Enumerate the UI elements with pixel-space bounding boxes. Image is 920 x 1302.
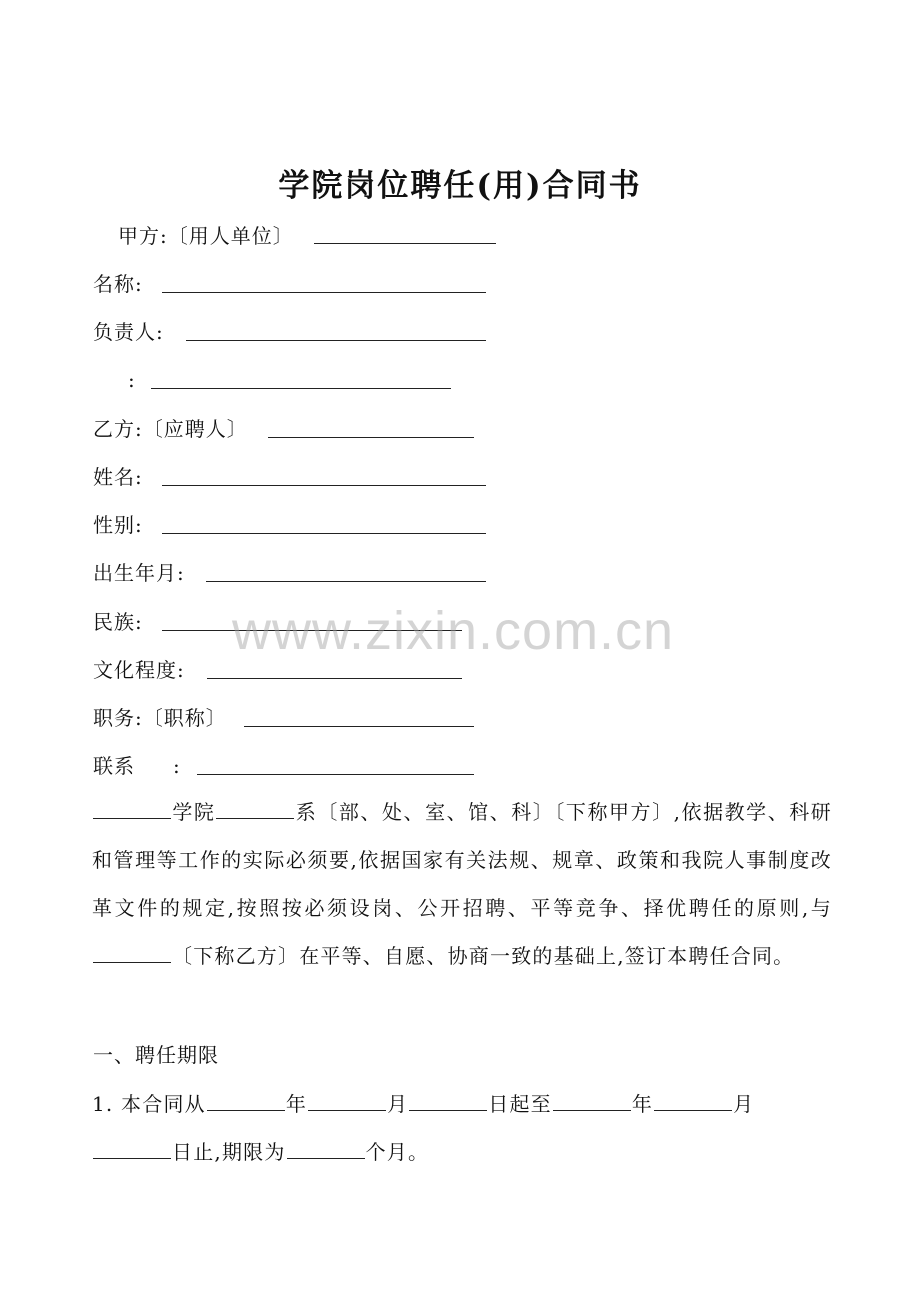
year-label-1: 年	[285, 1092, 308, 1116]
year-label-2: 年	[631, 1092, 654, 1116]
party-b-contact-blank	[197, 774, 474, 775]
party-b-birth-field: 出生年月:	[93, 561, 185, 585]
end-day-blank	[93, 1138, 171, 1159]
intro-text-2: 系〔部、处、室、馆、科〕〔下称甲方〕,依据教学、科研和管理等工作的实际必须要,依据国家有关法规、规章、政策和我院人事制度改革文件的规定,按照按必须设岗、公开招聘、平等竞争、择优聘任的原则,与	[92, 800, 833, 920]
party-b-contact-field: 联系	[93, 754, 135, 778]
party-b-heading: 乙方:〔应聘人〕	[93, 417, 248, 441]
months-tail: 个月。	[365, 1140, 430, 1164]
month-label-2: 月	[733, 1092, 755, 1116]
start-month-blank	[308, 1090, 386, 1111]
party-b-edu-field: 文化程度:	[93, 658, 185, 682]
party-a-extra-field: :	[128, 368, 136, 392]
party-b-ethnic-field: 民族:	[93, 610, 143, 634]
to-day-label: 日止,期限为	[172, 1140, 286, 1164]
party-b-position-blank	[244, 726, 474, 727]
start-day-blank	[409, 1090, 487, 1111]
party-a-extra-blank	[151, 388, 451, 389]
from-day-label: 日起至	[488, 1092, 552, 1116]
section1-heading: 一、聘任期限	[93, 1043, 219, 1067]
party-b-birth-blank	[206, 581, 486, 582]
section1-item1	[92, 1080, 832, 1176]
party-b-contact-colon: :	[173, 754, 181, 778]
intro-text-3: 〔下称乙方〕在平等、自愿、协商一致的基础上,签订本聘任合同。	[172, 944, 795, 968]
start-year-blank	[207, 1090, 285, 1111]
party-a-heading: 甲方:〔用人单位〕	[118, 224, 294, 248]
party-b-position-field: 职务:〔职称〕	[93, 706, 227, 730]
party-a-name-field: 名称:	[93, 272, 143, 296]
party-b-name-field: 姓名:	[93, 465, 143, 489]
end-year-blank	[553, 1090, 631, 1111]
party-a-blank	[314, 243, 496, 244]
party-b-edu-blank	[207, 678, 462, 679]
party-b-sex-blank	[162, 533, 486, 534]
item-text-start: 本合同从	[121, 1092, 206, 1116]
party-a-head-blank	[186, 340, 486, 341]
college-blank	[93, 798, 171, 819]
watermark: www.zixin.com.cn	[232, 601, 675, 661]
duration-blank	[287, 1138, 365, 1159]
party-b-ethnic-blank	[162, 630, 462, 631]
party-a-name-blank	[162, 292, 486, 293]
document-title: 学院岗位聘任(用)合同书	[278, 168, 642, 204]
item-number: 1.	[92, 1092, 114, 1116]
party-b-blank	[268, 437, 474, 438]
end-month-blank	[654, 1090, 732, 1111]
party-b-name-blank	[162, 485, 486, 486]
party-b-name-inline-blank	[93, 942, 171, 963]
party-a-head-field: 负责人:	[93, 320, 164, 344]
party-b-sex-field: 性别:	[93, 513, 143, 537]
intro-text-1: 学院	[172, 800, 216, 824]
month-label-1: 月	[387, 1092, 409, 1116]
department-blank	[216, 798, 294, 819]
intro-paragraph	[92, 788, 832, 980]
